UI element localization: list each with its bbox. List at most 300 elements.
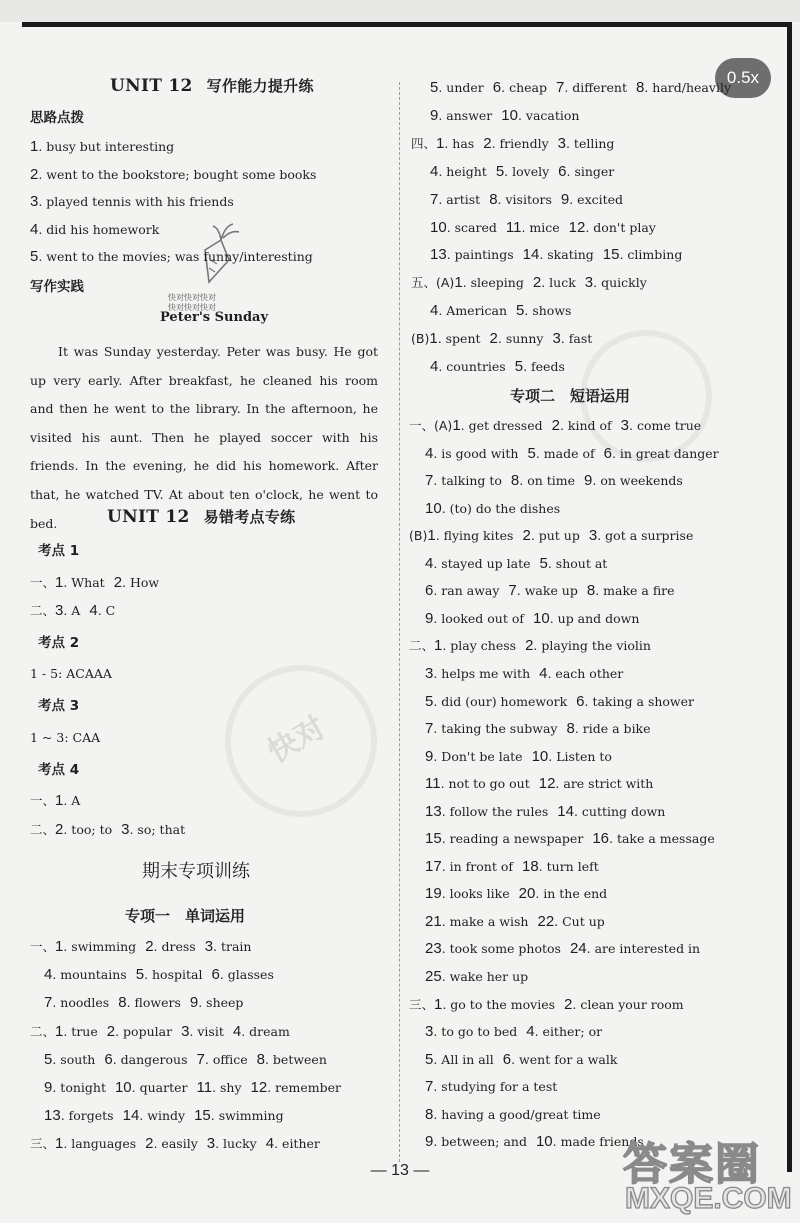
answer-text: . up and down [549,610,640,626]
answer-number: 9 [430,106,439,124]
answer-line [425,694,703,710]
answer-item [525,638,651,653]
answer-line [44,1052,336,1068]
answer-number: 3 [584,274,594,292]
answer-number: 4 [539,664,548,682]
answer-number: 5 [514,358,524,375]
corner-logo-url: MXQE.COM [625,1182,792,1215]
answer-item [636,80,731,95]
answer-number: 2 [522,527,531,545]
answer-text: . remember [267,1080,342,1095]
answer-item [425,831,583,846]
answer-text: . dream [241,1023,290,1039]
answer-number: 8 [118,994,127,1012]
answer-text: . What [63,575,105,590]
answer-text: . All in all [433,1051,494,1067]
answer-line [425,914,614,930]
answer-number: 3 [55,602,64,619]
answer-item [522,859,599,874]
answer-text: . don't play [585,219,656,235]
question-prefix: 一、(A) [409,418,453,433]
answer-number: 16 [592,830,609,848]
answer-text: . hospital [144,967,203,983]
answer-number: 10 [425,499,442,517]
answer-number: 10 [531,747,549,765]
answer-item [430,108,492,123]
answer-item [266,1136,320,1151]
answer-text: . true [63,1023,98,1039]
answer-text: . so; that [129,822,186,837]
answer-item [539,666,623,681]
answer-number: 5 [539,554,548,572]
answer-number: 5 [516,302,525,320]
answer-number: 3 [588,527,598,545]
answer-item [576,694,694,709]
answer-line [425,556,616,572]
answer-number: 10 [501,106,518,124]
answer-text: . countries [438,359,506,374]
answer-text: . popular [115,1023,173,1039]
answer-line [425,501,569,517]
answer-number: 13 [44,1107,61,1125]
answer-number: 2 [30,165,39,183]
answer-text: . either; or [534,1024,603,1040]
answer-text: . played tennis with his friends [38,194,234,209]
silu-item [30,139,174,155]
answer-number: 6 [502,1050,512,1068]
answer-item [493,80,547,95]
answer-item [425,1052,494,1067]
answer-text: . different [564,80,627,95]
answer-number: 1 [452,417,461,434]
answer-number: 3 [206,1135,216,1153]
answer-text: . cheap [501,80,547,95]
answer-number: 5 [495,162,505,180]
answer-number: 1 [434,995,443,1013]
answer-number: 7 [425,472,434,490]
answer-number: 23 [425,940,442,958]
answer-item [194,1108,284,1123]
answer-text: . shows [524,303,572,319]
answer-text: . sleeping [462,275,524,291]
answer-item [523,247,594,262]
answer-line [30,822,194,838]
answer-number: 8 [510,472,520,490]
answer-text: . A [63,793,81,808]
answer-number: 7 [196,1050,205,1068]
answer-number: 5 [425,692,434,710]
answer-item [104,1052,187,1067]
answer-item [430,247,514,262]
answer-number: 6 [211,966,220,984]
answer-text: . Don't be late [433,748,523,764]
answer-text: . quarter [131,1080,188,1095]
answer-number: 15 [602,246,620,264]
answer-line [30,1136,329,1152]
answer-number: 25 [425,968,442,985]
answer-text: . reading a newspaper [441,831,584,847]
answer-item [592,831,714,846]
answer-line [425,804,674,820]
answer-item [425,1024,517,1039]
answer-number: 2 [145,938,154,955]
answer-number: 8 [256,1050,265,1068]
question-prefix: 三、 [409,996,435,1012]
question-prefix: 四、 [411,135,437,151]
answer-item [489,192,552,207]
answer-item [425,501,560,516]
answer-item [490,331,544,346]
answer-text: . wake her up [441,969,529,984]
answer-number: 2 [106,1022,116,1040]
answer-item [44,967,127,982]
answer-item [425,749,523,764]
answer-number: 2 [145,1135,154,1153]
answer-line [430,247,691,263]
answer-number: 4 [526,1023,535,1041]
answer-number: 5 [527,444,536,462]
answer-text: . between; and [433,1134,527,1150]
answer-text: . vacation [517,107,580,123]
answer-text: . swimming [210,1108,284,1124]
answer-item [425,446,518,461]
answer-text: . height [438,163,487,179]
answer-item [115,1080,188,1095]
answer-text: . looks like [441,886,510,902]
answer-item [181,1024,224,1039]
answer-number: 13 [425,802,442,820]
answer-text: . lucky [215,1136,257,1152]
answer-number: 6 [492,79,502,96]
answer-item [584,473,683,488]
question-prefix: 一、 [30,793,56,808]
answer-text: . busy but interesting [38,139,175,154]
answer-line [30,1024,299,1040]
answer-text: . made of [535,445,595,461]
answer-number: 10 [430,218,447,236]
answer-number: 5 [135,966,145,984]
answer-item [425,859,513,874]
answer-number: 22 [537,912,555,930]
answer-text: . paintings [446,247,514,263]
answer-item [55,1024,98,1039]
answer-item [503,1052,618,1067]
answer-line [44,967,283,983]
answer-item [434,638,516,653]
answer-text: . scared [446,219,497,235]
answer-item [496,164,549,179]
answer-number: 6 [104,1050,113,1068]
column-divider [399,82,400,1162]
answer-line [425,969,537,985]
answer-text: . mountains [52,967,127,983]
answer-text: . are strict with [555,776,654,792]
answer-text: . quickly [593,275,647,291]
answer-number: 14 [122,1107,140,1125]
answer-item [425,1107,601,1122]
answer-line [425,886,616,902]
answer-number: 1 [55,938,64,955]
answer-text: . windy [139,1108,186,1124]
answer-number: 14 [557,802,574,820]
answer-item [430,192,480,207]
answer-item [552,331,592,346]
answer-number: 24 [569,940,587,958]
answer-number: 9 [425,747,434,765]
answer-number: 9 [425,609,434,627]
question-prefix: 三、 [30,1136,56,1152]
essay-body: It was Sunday yesterday. Peter was busy. He got up very early. After breakfast, he cleaned his room and then he went to the library. In the afternoon, he visited his aunt. Then he played soccer with his friends. In the evening, he did his homework. After that, he watched TV. At about ten o'clock, he went to bed. [30,344,378,531]
answer-number: 3 [30,193,39,210]
answer-line [425,1079,566,1095]
answer-line [44,995,252,1011]
kaodian-1-heading: 考点 1 [38,543,80,559]
answer-text: . How [122,575,160,590]
answer-number: 8 [586,582,596,600]
answer-number: 1 [30,138,39,155]
silu-item [30,167,316,183]
answer-text: . excited [569,191,624,207]
answer-text: . feeds [523,359,565,374]
page-number: — 13 — [370,1162,430,1179]
answer-number: 2 [564,995,573,1013]
answer-item [44,1080,106,1095]
answer-number: 5 [30,248,39,265]
question-prefix: (B) [411,331,430,347]
answer-line [409,528,702,544]
answer-number: 9 [189,994,199,1012]
answer-line [425,666,632,682]
answer-number: 3 [425,1023,434,1041]
answer-text: . turn left [538,858,599,874]
answer-text: . visit [189,1023,224,1039]
unit12-writing-heading: UNIT 12 写作能力提升练 [110,76,314,96]
answer-text: . spent [437,331,481,347]
answer-text: . luck [541,275,576,291]
answer-text: . kind of [559,418,612,433]
answer-text: . ran away [433,583,500,599]
answer-line [430,164,623,180]
answer-number: 12 [538,775,556,793]
answer-item [427,528,513,543]
answer-item [207,1136,257,1151]
answer-text: . looked out of [433,610,525,626]
answer-text: . mice [521,219,560,235]
answer-item [425,611,524,626]
answer-item [429,331,480,346]
watermark-stamp: 快对快对快对 快对快对快对 [168,293,216,312]
answer-text: . to go to bed [433,1024,518,1040]
answer-item [483,136,548,151]
answer-item [434,997,555,1012]
answer-item [430,80,484,95]
answer-text: . office [204,1051,248,1067]
answer-item [589,528,693,543]
answer-text: . singer [566,163,615,179]
answer-item [552,418,612,433]
essay-title: Peter's Sunday [160,310,269,325]
final-training-title: 期末专项训练 [142,861,250,882]
answer-text: . American [438,303,508,319]
answer-item [55,793,80,808]
answer-text: . is good with [433,445,519,461]
answer-item [526,1024,602,1039]
answer-number: 4 [30,220,39,238]
answer-item [425,666,530,681]
answer-number: 4 [425,444,434,462]
answer-number: 1 [436,134,445,152]
answer-text: . A [63,603,81,618]
answer-line [425,776,662,792]
watermark-text: 快对 [262,709,332,771]
silu-item [30,222,159,238]
answer-text: . make a fire [595,583,675,599]
answer-text: . Listen to [548,748,612,764]
answer-number: 11 [505,218,522,236]
answer-number: 4 [265,1135,275,1153]
answer-text: . did (our) homework [433,693,568,709]
answer-line [425,1107,610,1123]
answer-number: 9 [584,472,593,490]
answer-item [564,997,684,1012]
answer-item [145,939,196,954]
answer-number: 3 [181,1022,190,1040]
answer-line [425,749,621,765]
answer-number: 2 [55,821,64,838]
answer-item [587,583,675,598]
answer-item [114,575,159,590]
answer-line [409,997,693,1013]
answer-text: . went to the bookstore; bought some books [38,166,317,182]
answer-line [425,941,709,957]
kaodian-4-heading: 考点 4 [38,762,80,778]
answer-item [118,995,181,1010]
answer-number: 10 [535,1133,553,1151]
answer-line [425,721,660,737]
answer-item [55,939,136,954]
answer-text: . swimming [63,939,137,954]
answer-item [205,939,252,954]
answer-item [425,804,548,819]
answer-item [511,473,575,488]
answer-text: . are interested in [586,941,701,957]
answer-number: 19 [425,885,442,903]
answer-number: 7 [555,79,565,96]
answer-text: . wake up [516,583,578,599]
answer-number: 4 [430,358,439,375]
silu-heading: 思路点拨 [30,110,84,126]
answer-item [516,303,571,318]
answer-item [425,886,510,901]
answer-text: . flying kites [435,528,514,544]
answer-number: 1 [454,274,463,292]
answer-text: . flowers [126,995,181,1011]
answer-line [30,603,124,619]
answer-text: . (to) do the dishes [441,500,561,516]
answer-item [561,192,623,207]
answer-item [257,1052,327,1067]
answer-number: 11 [196,1079,213,1096]
answer-item [425,556,531,571]
answer-text: . taking the subway [433,721,558,737]
answer-text: . under [438,80,484,95]
answer-text: . play chess [442,638,517,654]
answer-text: . south [52,1051,96,1067]
answer-number: 8 [489,190,498,208]
answer-line [430,80,740,96]
answer-number: 6 [603,444,612,462]
answer-item [558,164,614,179]
answer-item [425,776,530,791]
answer-item [136,967,203,982]
answer-text: . visitors [497,191,552,207]
answer-text: . helps me with [433,665,531,681]
answer-text: . make a wish [441,913,529,929]
answer-item [430,220,497,235]
answer-item [55,1136,136,1151]
answer-number: 3 [425,664,434,682]
answer-text: . made friends [552,1134,644,1150]
answer-number: 11 [425,775,441,793]
answer-text: . Cut up [554,913,605,929]
answer-text: . fast [560,331,593,347]
answer-item [145,1136,198,1151]
answer-item [44,1108,114,1123]
answer-number: 2 [489,330,498,348]
answer-text: . lovely [504,163,550,179]
answer-text: . ride a bike [574,721,651,737]
answer-text: . hard/heavily [644,80,732,95]
answer-item [89,603,115,618]
answer-text: . train [213,939,252,954]
answer-item [44,995,109,1010]
answer-item [557,804,665,819]
answer-number: 4 [232,1022,242,1040]
answer-text: . glasses [219,967,274,983]
silu-item [30,194,234,210]
answer-line [425,831,724,847]
answer-item [540,556,608,571]
answer-text: . went for a walk [511,1051,618,1067]
answer-text: . clean your room [572,996,684,1012]
answer-number: 3 [620,417,629,434]
answer-item [533,275,576,290]
answer-number: 5 [44,1050,53,1068]
top-border-line [22,22,792,27]
question-prefix: (B) [409,528,428,544]
answer-text: . answer [438,107,493,123]
answer-number: 4 [425,554,434,572]
answer-item [537,914,604,929]
answer-text: . get dressed [460,418,543,433]
question-prefix: 二、 [30,603,56,618]
question-prefix: 二、 [30,1023,56,1039]
zoom-level-badge[interactable]: 0.5x [715,58,771,98]
answer-line [430,303,580,319]
answer-item [55,575,105,590]
answer-line [425,583,684,599]
answer-number: 3 [552,330,561,348]
answer-item [430,164,487,179]
answer-number: 21 [425,912,442,930]
answer-number: 8 [566,720,575,738]
answer-text: . noodles [52,995,110,1011]
answer-number: 7 [430,190,439,208]
answer-item [570,941,700,956]
answer-line [411,275,656,291]
kaodian-2-answer: 1 - 5: ACAAA [30,666,112,681]
answer-line [409,638,660,654]
